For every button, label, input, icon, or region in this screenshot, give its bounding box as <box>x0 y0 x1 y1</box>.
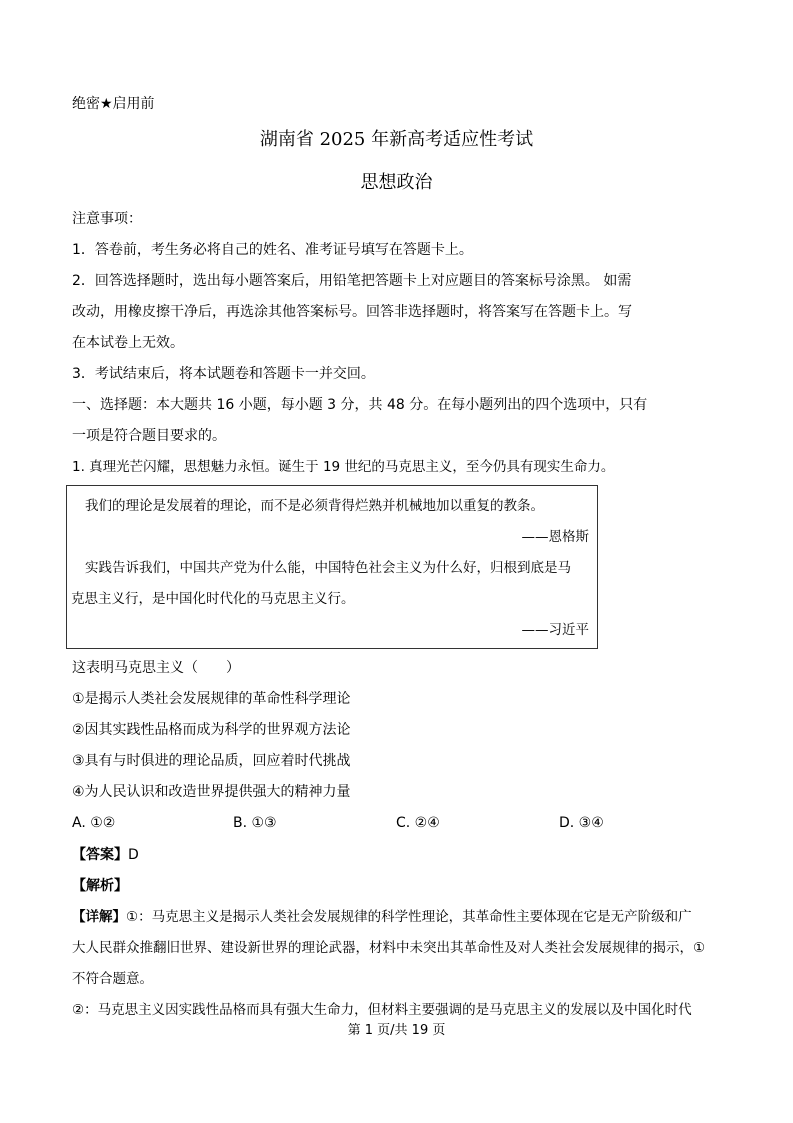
analysis-label: 【解析】 <box>72 878 128 894</box>
answer-line <box>72 845 139 865</box>
question-1-prompt: 这表明马克思主义（ ） <box>72 660 240 676</box>
statement-1: ①是揭示人类社会发展规律的革命性科学理论 <box>72 691 351 707</box>
detail-line-2: 大人民群众推翻旧世界、建设新世界的理论武器，材料中未突出其革命性及对人类社会发展规律的揭示，① <box>72 940 706 956</box>
notice-item-1: 1．答卷前，考生务必将自己的姓名、准考证号填写在答题卡上。 <box>72 242 473 258</box>
quote-xi-author: ——习近平 <box>521 622 589 638</box>
page-footer: 第 1 页/共 19 页 <box>347 1023 446 1038</box>
quote-engels: 我们的理论是发展着的理论，而不是必须背得烂熟并机械地加以重复的教条。 <box>85 498 544 514</box>
quote-xi-line-1: 实践告诉我们，中国共产党为什么能，中国特色社会主义为什么好，归根到底是马 <box>85 560 571 576</box>
notice-item-2-line-2: 改动，用橡皮擦干净后，再选涂其他答案标号。回答非选择题时，将答案写在答题卡上。写 <box>72 304 632 320</box>
answer-value: D <box>128 847 139 863</box>
statement-3: ③具有与时俱进的理论品质，回应着时代挑战 <box>72 753 351 769</box>
question-1-stem: 1. 真理光芒闪耀，思想魅力永恒。诞生于 19 世纪的马克思主义，至今仍具有现实生命力。 <box>72 459 615 475</box>
option-a: A. ①② <box>72 815 116 831</box>
secret-mark: 绝密★启用前 <box>72 96 155 112</box>
statement-2: ②因其实践性品格而成为科学的世界观方法论 <box>72 722 351 738</box>
statement-4: ④为人民认识和改造世界提供强大的精神力量 <box>72 784 351 800</box>
detail-line-4: ②：马克思主义因实践性品格而具有强大生命力，但材料主要强调的是马克思主义的发展以及中国化时代 <box>72 1002 692 1018</box>
notice-item-2-line-1: 2．回答选择题时，选出每小题答案后，用铅笔把答题卡上对应题目的答案标号涂黑。 如需 <box>72 273 632 289</box>
option-d: D. ③④ <box>559 815 604 831</box>
option-b: B. ①③ <box>233 815 277 831</box>
quote-xi-line-2: 克思主义行，是中国化时代化的马克思主义行。 <box>71 591 355 607</box>
exam-title: 湖南省 2025 年新高考适应性考试 <box>259 129 534 150</box>
subject-title: 思想政治 <box>360 172 433 193</box>
answer-label: 【答案】 <box>72 847 128 863</box>
detail-label: 【详解】 <box>72 909 126 925</box>
option-c: C. ②④ <box>396 815 440 831</box>
quote-engels-author: ——恩格斯 <box>521 529 589 545</box>
quote-box <box>66 485 598 649</box>
section-heading-line-1: 一、选择题：本大题共 16 小题，每小题 3 分，共 48 分。在每小题列出的四个选项中，只有 <box>72 397 648 413</box>
detail-line-1: 【详解】①：马克思主义是揭示人类社会发展规律的科学性理论，其革命性主要体现在它是无产阶级和广 <box>72 909 692 925</box>
notice-heading: 注意事项： <box>72 211 142 227</box>
section-heading-line-2: 一项是符合题目要求的。 <box>72 428 226 444</box>
detail-line-3: 不符合题意。 <box>72 971 153 987</box>
notice-item-3: 3．考试结束后，将本试题卷和答题卡一并交回。 <box>72 366 375 382</box>
notice-item-2-line-3: 在本试卷上无效。 <box>72 335 184 351</box>
